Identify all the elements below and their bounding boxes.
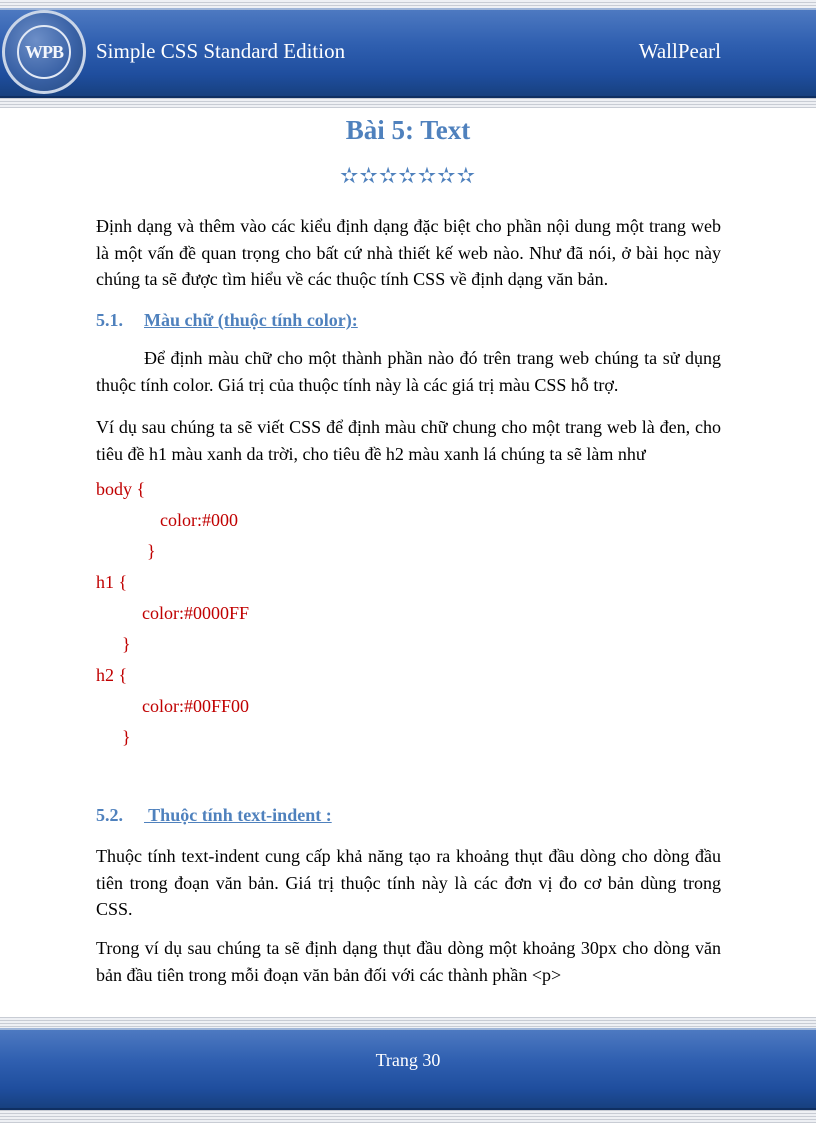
code-line: body { (96, 479, 146, 499)
code-line: h1 { (96, 572, 128, 592)
section-number: 5.2. (96, 805, 123, 825)
section-title: Thuộc tính text-indent : (144, 805, 332, 825)
section-number: 5.1. (96, 310, 123, 330)
section1-paragraph-2: Ví dụ sau chúng ta sẽ viết CSS để định màu chữ chung cho một trang web là đen, cho tiêu đề h1 màu xanh da trời, cho tiêu đề h2 màu xanh lá chúng ta sẽ làm như (96, 417, 721, 464)
star-divider: ✫✫✫✫✫✫✫ (339, 163, 477, 188)
section-heading-5-2 (96, 805, 332, 826)
header-brand: WallPearl (638, 39, 721, 63)
section-heading-5-1 (96, 310, 358, 331)
code-line: } (122, 634, 131, 654)
logo (2, 10, 86, 94)
section2-paragraph-2: Trong ví dụ sau chúng ta sẽ định dạng thụt đầu dòng một khoảng 30px cho dòng văn bản đầu tiên trong mỗi đoạn văn bản đối với các thành phần <p> (96, 938, 721, 985)
header-title: Simple CSS Standard Edition (96, 39, 346, 63)
logo-text: WPB (17, 25, 71, 79)
code-line: color:#00FF00 (142, 696, 250, 716)
page-number: Trang 30 (375, 1050, 441, 1070)
code-line: h2 { (96, 665, 128, 685)
code-line: } (122, 727, 131, 747)
code-line: } (147, 541, 156, 561)
intro-paragraph: Định dạng và thêm vào các kiểu định dạng đặc biệt cho phần nội dung một trang web là một vấn đề quan trọng cho bất cứ nhà thiết kế web nào. Như đã nói, ở bài học này chúng ta sẽ được tìm hiểu về các thuộc tính CSS về định dạng văn bản. (96, 216, 721, 289)
code-line: color:#000 (160, 510, 238, 530)
code-line: color:#0000FF (142, 603, 250, 623)
section2-paragraph-1: Thuộc tính text-indent cung cấp khả năng tạo ra khoảng thụt đầu dòng cho dòng đầu tiên trong đoạn văn bản. Giá trị thuộc tính này là các đơn vị đo cơ bản dùng trong CSS. (96, 846, 721, 919)
lesson-title: Bài 5: Text (345, 115, 471, 145)
section1-paragraph-1: Để định màu chữ cho một thành phần nào đó trên trang web chúng ta sử dụng thuộc tính color. Giá trị của thuộc tính này là các giá trị màu CSS hỗ trợ. (96, 348, 721, 395)
section-title: Màu chữ (thuộc tính color): (144, 310, 358, 330)
